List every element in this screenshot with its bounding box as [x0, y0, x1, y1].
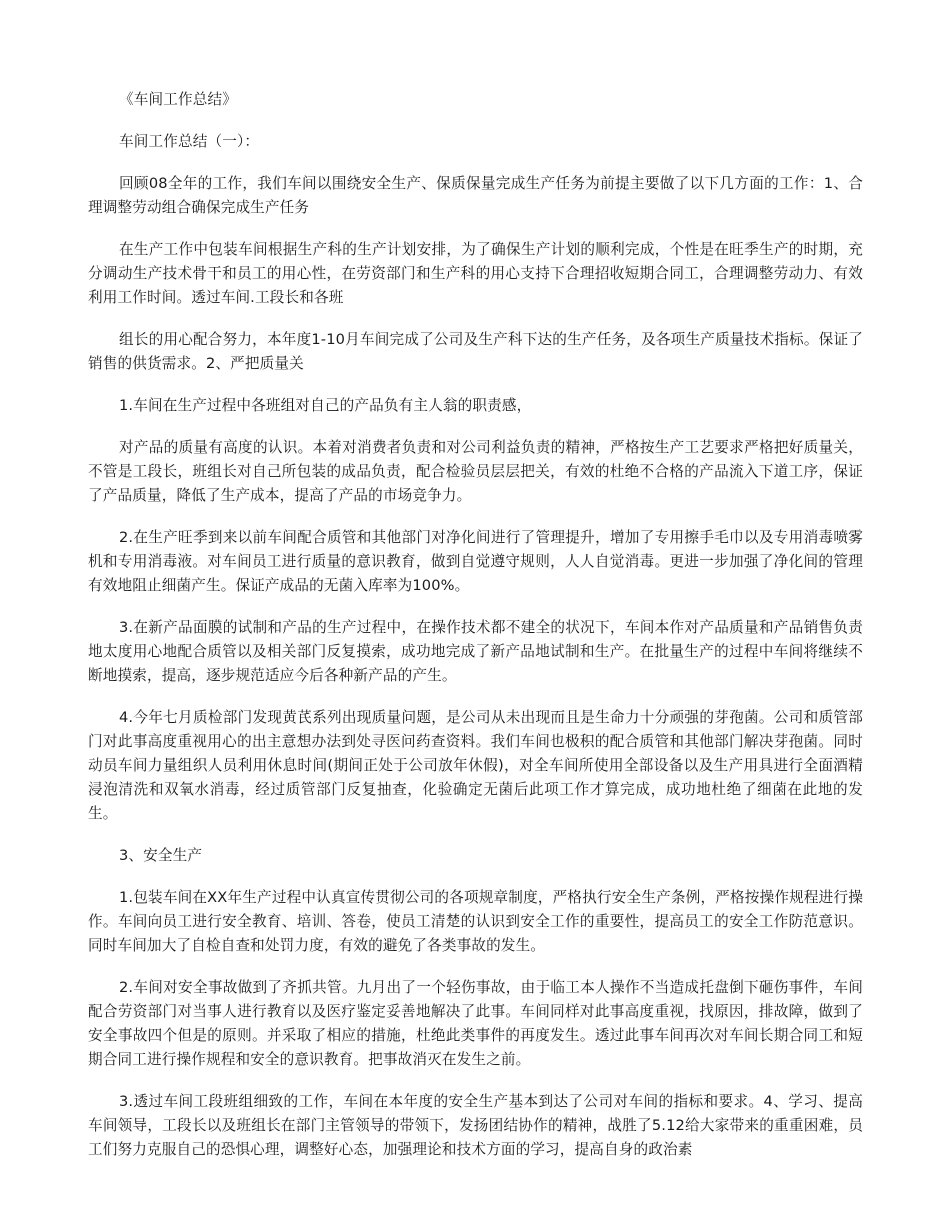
paragraph: 1.包装车间在XX年生产过程中认真宣传贯彻公司的各项规章制度，严格执行安全生产条例，严格按操作规程进行操作。车间向员工进行安全教育、培训、答卷，使员工清楚的认识到安全工作的重要性，提高员工的安全工作防范意识。同时车间加大了自检自查和处罚力度，有效的避免了各类事故的发生。 — [88, 889, 863, 954]
paragraph: 3.透过车间工段班组细致的工作，车间在本年度的安全生产基本到达了公司对车间的指标和要求。4、学习、提高车间领导，工段长以及班组长在部门主管领导的带领下，发扬团结协作的精神，战胜了5.12给大家带来的重重困难，员工们努力克服自己的恐惧心理，调整好心态，加强理论和技术方面的学习，提高自身的政治素 — [88, 1093, 863, 1158]
paragraph: 回顾08全年的工作，我们车间以围绕安全生产、保质保量完成生产任务为前提主要做了以下几方面的工作：1、合理调整劳动组合确保完成生产任务 — [88, 175, 863, 216]
document-page — [88, 88, 863, 1180]
paragraph: 2.车间对安全事故做到了齐抓共管。九月出了一个轻伤事故，由于临工本人操作不当造成托盘倒下砸伤事件，车间配合劳资部门对当事人进行教育以及医疗鉴定妥善地解决了此事。车间同样对此事高度重视，找原因，排故障，做到了安全事故四个但是的原则。并采取了相应的措施，杜绝此类事件的再度发生。透过此事车间再次对车间长期合同工和短期合同工进行操作规程和安全的意识教育。把事故消灭在发生之前。 — [88, 979, 863, 1068]
paragraph: 4.今年七月质检部门发现黄芪系列出现质量问题，是公司从未出现而且是生命力十分顽强的芽孢菌。公司和质管部门对此事高度重视用心的出主意想办法到处寻医问药查资料。我们车间也极积的配合质管和其他部门解决芽孢菌。同时动员车间力量组织人员利用休息时间(期间正处于公司放年休假)，对全车间所使用全部设备以及生产用具进行全面酒精浸泡清洗和双氧水消毒，经过质管部门反复抽查，化验确定无菌后此项工作才算完成，成功地杜绝了细菌在此地的发生。 — [88, 709, 863, 822]
section-heading: 3、安全生产 — [119, 847, 203, 864]
section-heading: 车间工作总结（一）： — [119, 133, 260, 150]
paragraph: 在生产工作中包装车间根据生产科的生产计划安排，为了确保生产计划的顺利完成，个性是在旺季生产的时期，充分调动生产技术骨干和员工的用心性，在劳资部门和生产科的用心支持下合理招收短期合同工，合理调整劳动力、有效利用工作时间。透过车间.工段长和各班 — [88, 241, 863, 306]
paragraph: 3.在新产品面膜的试制和产品的生产过程中，在操作技术都不建全的状况下，车间本作对产品质量和产品销售负责地太度用心地配合质管以及相关部门反复摸索，成功地完成了新产品地试制和生产。在批量生产的过程中车间将继续不断地摸索，提高，逐步规范适应今后各种新产品的产生。 — [88, 619, 863, 684]
paragraph: 对产品的质量有高度的认识。本着对消费者负责和对公司利益负责的精神，严格按生产工艺要求严格把好质量关，不管是工段长，班组长对自己所包装的成品负责，配合检验员层层把关，有效的杜绝不合格的产品流入下道工序，保证了产品质量，降低了生产成本，提高了产品的市场竞争力。 — [88, 439, 863, 504]
paragraph: 1.车间在生产过程中各班组对自己的产品负有主人翁的职责感， — [119, 397, 532, 414]
paragraph: 2.在生产旺季到来以前车间配合质管和其他部门对净化间进行了管理提升，增加了专用擦手毛巾以及专用消毒喷雾机和专用消毒液。对车间员工进行质量的意识教育，做到自觉遵守规则，人人自觉消毒。更进一步加强了净化间的管理有效地阻止细菌产生。保证产成品的无菌入库率为100%。 — [88, 529, 863, 594]
paragraph: 组长的用心配合努力，本年度1-10月车间完成了公司及生产科下达的生产任务，及各项生产质量技术指标。保证了销售的供货需求。2、严把质量关 — [88, 331, 863, 372]
document-title: 《车间工作总结》 — [119, 91, 237, 108]
